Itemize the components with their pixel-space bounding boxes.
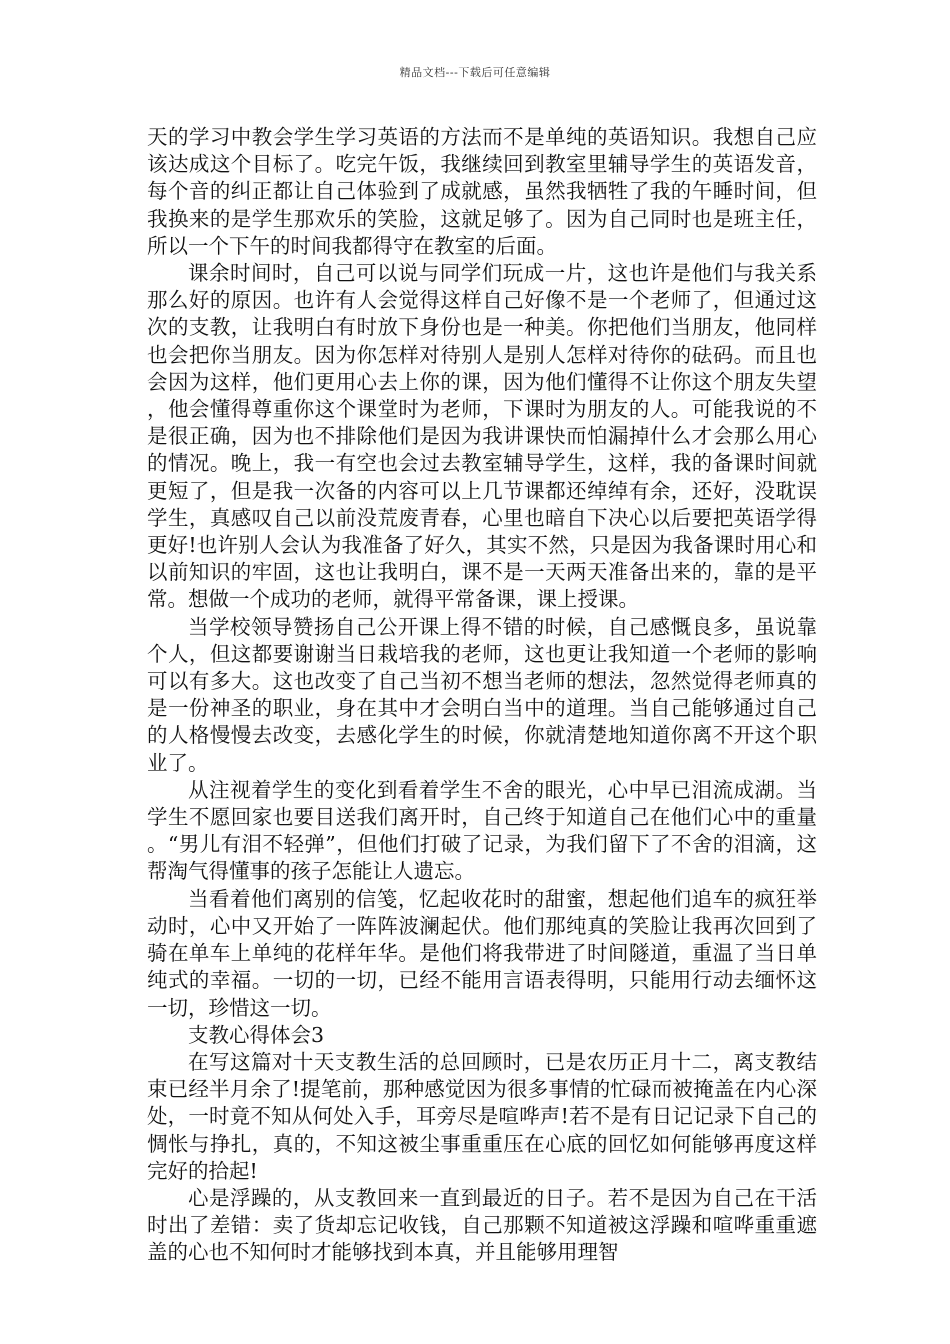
paragraph: 当学校领导赞扬自己公开课上得不错的时候，自己感慨良多，虽说靠个人，但这都要谢谢当日栽培我的老师，这也更让我知道一个老师的影响可以有多大。这也改变了自己当初不想当老师的想法，忽然觉得老师真的是一份神圣的职业，身在其中才会明白当中的道理。当自己能够通过自己的人格慢慢去改变，去感化学生的时候，你就清楚地知道你离不开这个职业了。 xyxy=(147,614,817,775)
paragraph: 当看着他们离别的信笺，忆起收花时的甜蜜，想起他们追车的疯狂举动时，心中又开始了一阵阵波澜起伏。他们那纯真的笑脸让我再次回到了骑在单车上单纯的花样年华。是他们将我带进了时间隧道，重温了当日单纯式的幸福。一切的一切，已经不能用言语表得明，只能用行动去缅怀这一切，珍惜这一切。 xyxy=(147,886,817,1020)
document-body xyxy=(147,124,817,1267)
paragraph: 心是浮躁的，从支教回来一直到最近的日子。若不是因为自己在干活时出了差错：卖了货却忘记收钱，自己那颗不知道被这浮躁和喧哗重重遮盖的心也不知何时才能够找到本真，并且能够用理智 xyxy=(147,1185,817,1265)
page-header: 精品文档---下载后可任意编辑 xyxy=(399,66,551,79)
section-heading: 支教心得体会3 xyxy=(188,1022,325,1047)
paragraph: 课余时间时，自己可以说与同学们玩成一片，这也许是他们与我关系那么好的原因。也许有人会觉得这样自己好像不是一个老师了，但通过这次的支教，让我明白有时放下身份也是一种美。你把他们当朋友，他同样也会把你当朋友。因为你怎样对待别人是别人怎样对待你的砝码。而且也会因为这样，他们更用心去上你的课，因为他们懂得不让你这个朋友失望，他会懂得尊重你这个课堂时为老师，下课时为朋友的人。可能我说的不是很正确，因为也不排除他们是因为我讲课快而怕漏掉什么才会那么用心的情况。晚上，我一有空也会过去教室辅导学生，这样，我的备课时间就更短了，但是我一次备的内容可以上几节课都还绰绰有余，还好，没耽误学生，真感叹自己以前没荒废青春，心里也暗自下决心以后要把英语学得更好!也许别人会认为我准备了好久，其实不然，只是因为我备课时用心和以前知识的牢固，这也让我明白，课不是一天两天准备出来的，靠的是平常。想做一个成功的老师，就得平常备课，课上授课。 xyxy=(147,261,817,612)
paragraph: 从注视着学生的变化到看着学生不舍的眼光，心中早已泪流成湖。当学生不愿回家也要目送我们离开时，自己终于知道自己在他们心中的重量。“男儿有泪不轻弹”，但他们打破了记录，为我们留下了不舍的泪滴，这帮淘气得懂事的孩子怎能让人遗忘。 xyxy=(147,777,817,884)
paragraph: 在写这篇对十天支教生活的总回顾时，已是农历正月十二，离支教结束已经半月余了!提笔前，那种感觉因为很多事情的忙碌而被掩盖在内心深处，一时竟不知从何处入手，耳旁尽是喧哗声!若不是有日记记录下自己的惆怅与挣扎，真的，不知这被尘事重重压在心底的回忆如何能够再度这样完好的拾起! xyxy=(147,1049,817,1183)
paragraph: 天的学习中教会学生学习英语的方法而不是单纯的英语知识。我想自己应该达成这个目标了。吃完午饭，我继续回到教室里辅导学生的英语发音，每个音的纠正都让自己体验到了成就感，虽然我牺牲了我的午睡时间，但我换来的是学生那欢乐的笑脸，这就足够了。因为自己同时也是班主任，所以一个下午的时间我都得守在教室的后面。 xyxy=(147,125,817,258)
